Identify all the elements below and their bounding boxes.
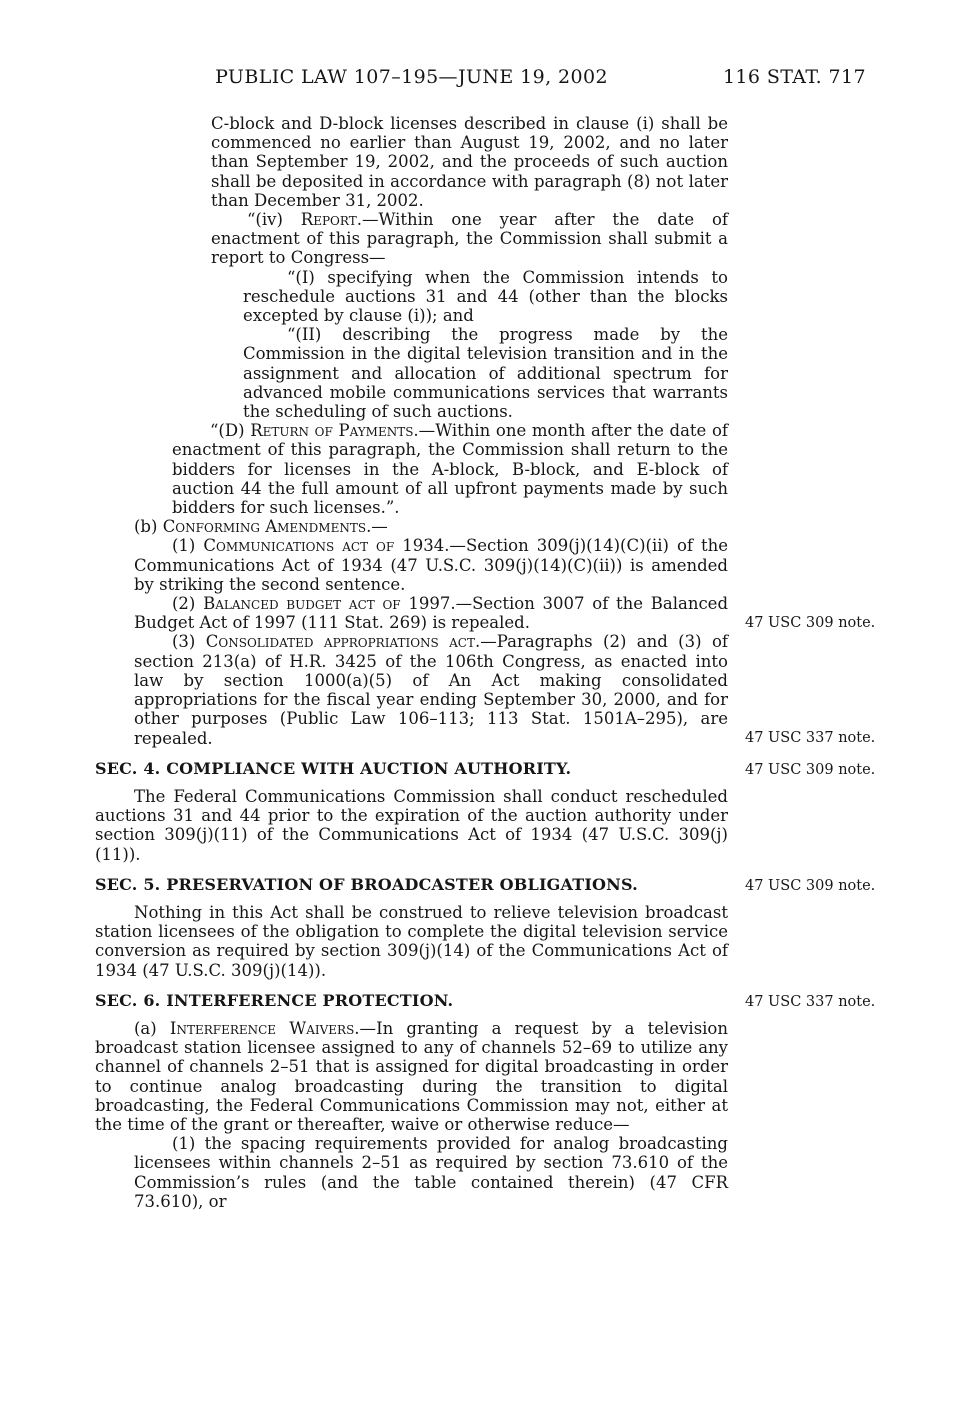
smallcaps-text-segment: Interference Waivers.— <box>169 1018 377 1038</box>
paragraph <box>95 1019 728 1134</box>
text-segment: The Federal Communications Commission shall conduct rescheduled auctions 31 and 44 prior to the expiration of the auction authority under section 309(j)(11) of the Communications Act of 1934 (47 U.S.C. 309(j)(11)). <box>95 786 728 864</box>
text-segment: (2) <box>172 594 204 614</box>
smallcaps-text-segment: Communications act of 1934.— <box>203 536 466 556</box>
margin-note: 47 USC 309 note. <box>745 878 876 894</box>
text-segment: Paragraphs (2) and (3) of section 213(a) of H.R. 3425 of the 106th Congress, as enacted into law by section 1000(a)(5) of An Act making consolidated appropriations for the fiscal year ending September 30, 2000, and for other purposes (Public Law 106–113; 113 Stat. 1501A–295), are repealed. <box>134 632 728 748</box>
section-heading <box>95 759 728 778</box>
text-segment: (1) <box>172 536 204 556</box>
stat-page-number: 116 STAT. 717 <box>722 66 866 88</box>
paragraph <box>134 517 728 536</box>
text-segment: Within one month after the date of enactment of this paragraph, the Commission shall return to the bidders for licenses in the A-block, B-block, and E-block of auction 44 the full amount of all upfront payments made by such bidders for such licenses.”. <box>172 421 728 518</box>
smallcaps-text-segment: Balanced budget act of 1997.— <box>203 594 473 614</box>
margin-note: 47 USC 309 note. <box>745 762 876 778</box>
paragraph <box>134 632 728 747</box>
paragraph <box>134 536 728 594</box>
text-segment: Section 3007 of the Balanced Budget Act of 1997 (111 Stat. 269) is repealed. <box>134 594 729 633</box>
paragraph <box>134 1134 728 1211</box>
paragraph <box>172 421 728 517</box>
text-segment: (a) <box>134 1018 170 1038</box>
law-title: PUBLIC LAW 107–195—JUNE 19, 2002 <box>215 66 608 88</box>
smallcaps-text-segment: Conforming Amendments.— <box>162 517 388 537</box>
paragraph <box>243 268 728 326</box>
page-header <box>95 66 866 94</box>
text-segment: “(II) describing the progress made by the Commission in the digital television transition and in the assignment and allocation of additional spectrum for advanced mobile communications services that warrants the scheduling of such auctions. <box>243 325 728 422</box>
paragraph <box>243 325 728 421</box>
text-segment: “(I) specifying when the Commission intends to reschedule auctions 31 and 44 (other than the blocks excepted by clause (i)); and <box>243 267 728 326</box>
text-segment: (3) <box>172 632 206 652</box>
section-heading <box>95 991 728 1010</box>
paragraph <box>95 787 728 864</box>
smallcaps-text-segment: Return of Payments.— <box>250 421 436 441</box>
text-segment: SEC. 4. COMPLIANCE WITH AUCTION AUTHORITY. <box>95 758 572 778</box>
text-segment: (b) <box>134 517 163 537</box>
smallcaps-text-segment: Consolidated appropriations act.— <box>205 632 497 652</box>
margin-note: 47 USC 337 note. <box>745 730 876 746</box>
text-segment: Within one year after the date of enactment of this paragraph, the Commission shall submit a report to Congress— <box>211 210 728 268</box>
paragraph <box>211 210 728 268</box>
section-heading <box>95 875 728 894</box>
text-segment: SEC. 5. PRESERVATION OF BROADCASTER OBLIGATIONS. <box>95 874 638 894</box>
paragraph <box>211 114 728 210</box>
paragraph <box>95 903 728 980</box>
margin-note: 47 USC 337 note. <box>745 994 876 1010</box>
document-body <box>95 114 728 1211</box>
text-segment: SEC. 6. INTERFERENCE PROTECTION. <box>95 990 454 1010</box>
text-segment: Nothing in this Act shall be construed to relieve television broadcast station licensees of the obligation to complete the digital television service conversion as required by section 309(j)(14) of the Communications Act of 1934 (47 U.S.C. 309(j)(14)). <box>95 902 728 980</box>
text-segment: Section 309(j)(14)(C)(ii) of the Communications Act of 1934 (47 U.S.C. 309(j)(14)(C)(ii)) is amended by striking the second sentence. <box>134 536 728 594</box>
text-segment: C-block and D-block licenses described in clause (i) shall be commenced no earlier than August 19, 2002, and no later than September 19, 2002, and the proceeds of such auction shall be deposited in accordance with paragraph (8) not later than December 31, 2002. <box>211 114 728 210</box>
text-segment: “(D) <box>210 421 251 441</box>
smallcaps-text-segment: Report.— <box>300 210 379 230</box>
text-segment: In granting a request by a television broadcast station licensee assigned to any of channels 52–69 to utilize any channel of channels 2–51 that is assigned for digital broadcasting in order to continue analog broadcasting during the transition to digital broadcasting, the Federal Communications Commission may not, either at the time of the grant or thereafter, waive or otherwise reduce— <box>95 1018 728 1134</box>
text-segment: (1) the spacing requirements provided for analog broadcasting licensees within channels 2–51 as required by section 73.610 of the Commission’s rules (and the table contained therein) (47 CFR 73.610), or <box>134 1134 728 1211</box>
margin-note: 47 USC 309 note. <box>745 615 876 631</box>
text-segment: “(iv) <box>247 210 301 230</box>
paragraph <box>134 594 728 632</box>
